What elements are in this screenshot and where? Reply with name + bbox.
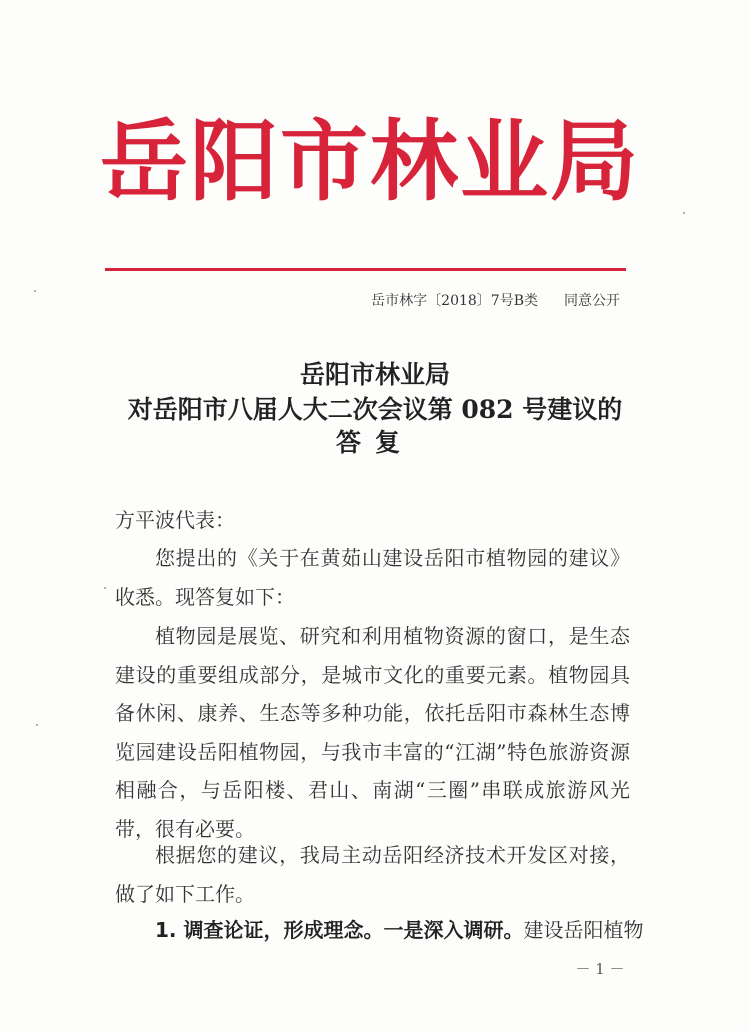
title-line-1: 岳阳市林业局 <box>299 360 450 389</box>
scan-speck <box>36 724 38 726</box>
paragraph-3: 根据您的建议，我局主动岳阳经济技术开发区对接，做了如下工作。 <box>115 843 630 906</box>
title-line-3: 答复 <box>335 428 414 457</box>
scan-speck <box>104 587 106 589</box>
paragraph-4-text: 建设岳阳植物 <box>523 918 644 942</box>
document-number <box>300 290 620 310</box>
red-divider-line <box>105 268 626 271</box>
scan-speck <box>683 212 685 214</box>
scan-speck <box>34 290 36 292</box>
paragraph-4 <box>155 912 644 948</box>
disclosure-status: 同意公开 <box>564 293 620 309</box>
paragraph-4-heading: 1. 调查论证，形成理念。一是深入调研。 <box>155 918 524 942</box>
paragraph-2: 植物园是展览、研究和利用植物资源的窗口，是生态建设的重要组成部分，是城市文化的重要元素。植物园具备休闲、康养、生态等多种功能，依托岳阳市森林生态博览园建设岳阳植物园，与我市丰富的“江湖”特色旅游资源相融合，与岳阳楼、君山、南湖“三圈”串联成旅游风光带，很有必要。 <box>115 624 630 841</box>
letterhead-title: 岳阳市林业局 <box>100 110 641 213</box>
salutation: 方平波代表： <box>115 508 235 532</box>
document-code: 岳市林字〔2018〕7号B类 <box>371 293 538 309</box>
paragraph-1: 您提出的《关于在黄茹山建设岳阳市植物园的建议》收悉。现答复如下： <box>115 546 630 609</box>
page-number: － 1 － <box>575 960 625 978</box>
title-line-2: 对岳阳市八届人大二次会议第 082 号建议的 <box>127 395 623 424</box>
